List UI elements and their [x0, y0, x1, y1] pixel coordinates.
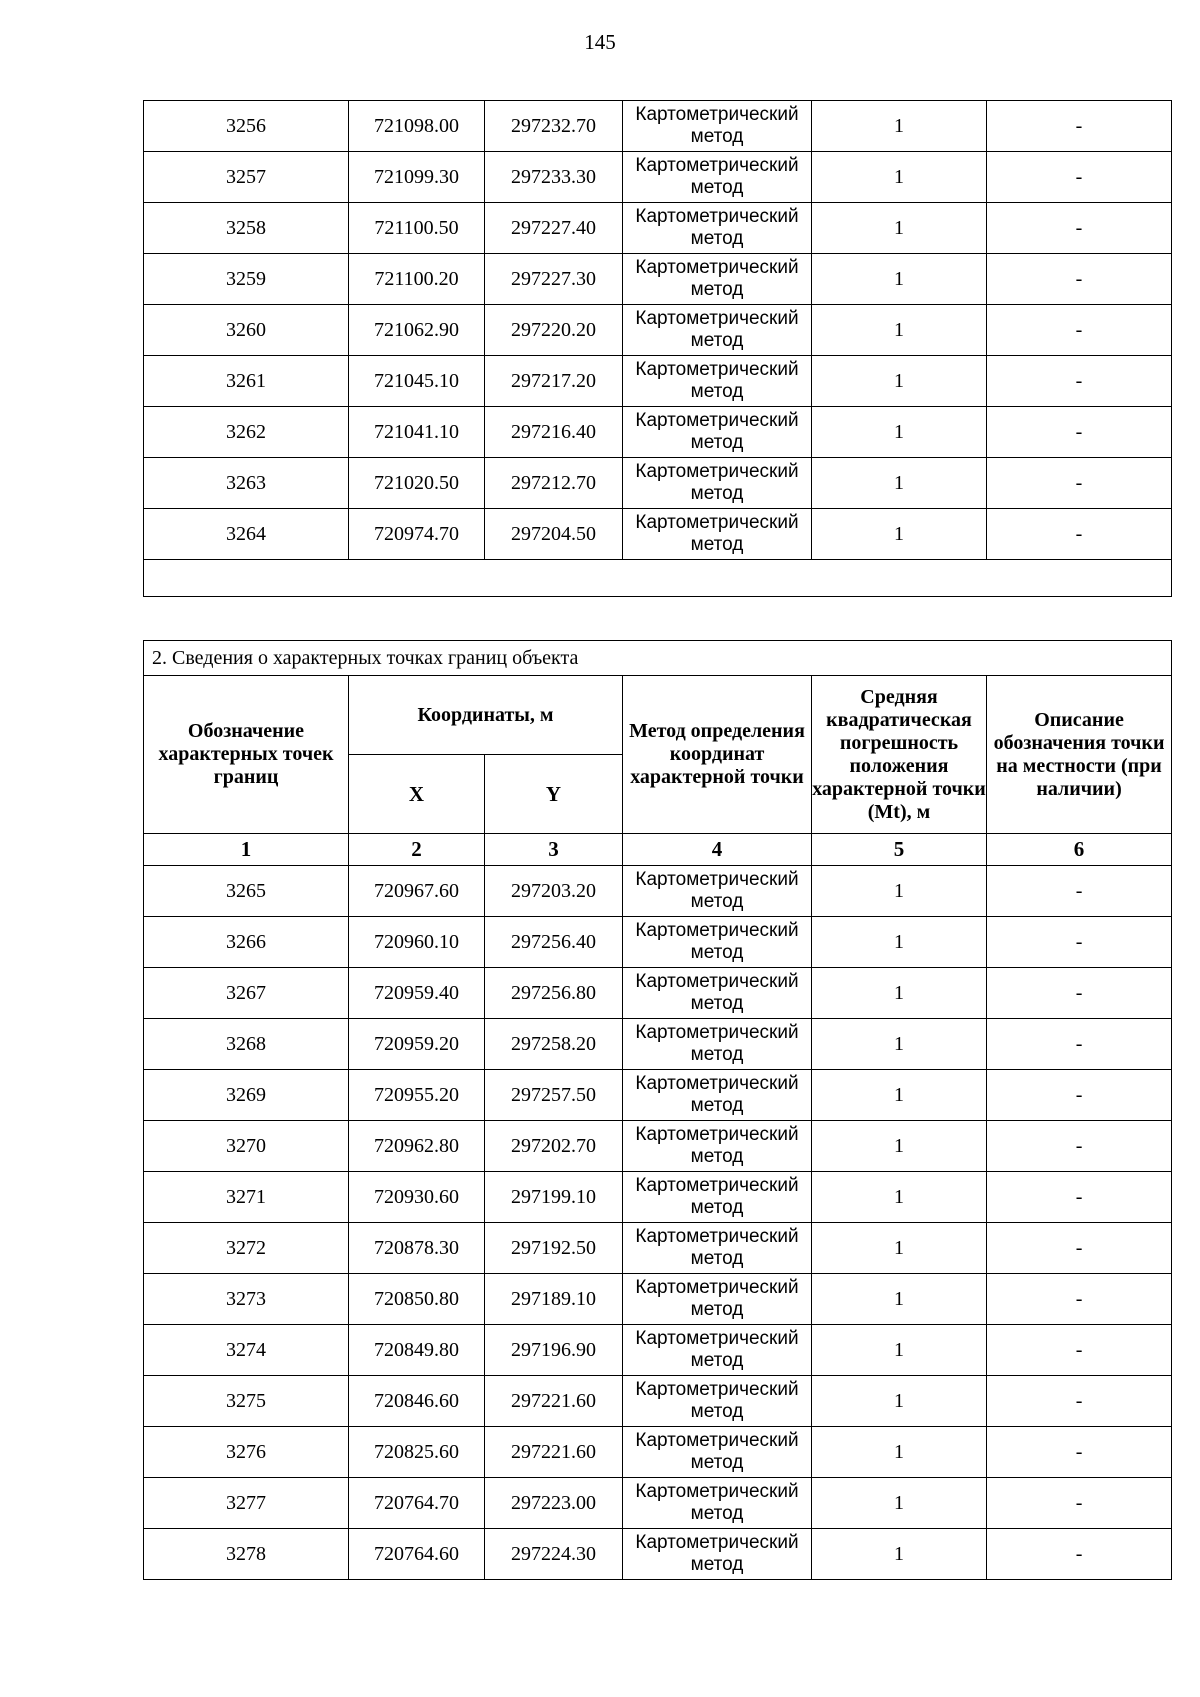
coord-x-cell: 720930.60 [349, 1172, 485, 1223]
coord-y-cell: 297220.20 [485, 305, 623, 356]
method-cell: Картометрический метод [623, 254, 812, 305]
method-cell: Картометрический метод [623, 101, 812, 152]
point-id-cell: 3275 [144, 1376, 349, 1427]
mt-value-cell: 1 [812, 1427, 987, 1478]
header-mt: Средняя квадратическая погрешность положения характерной точки (Mt), м [812, 676, 987, 834]
method-cell: Картометрический метод [623, 1427, 812, 1478]
method-cell: Картометрический метод [623, 917, 812, 968]
header-point: Обозначение характерных точек границ [144, 676, 349, 834]
description-cell: - [987, 1478, 1172, 1529]
mt-value-cell: 1 [812, 305, 987, 356]
coord-x-cell: 720962.80 [349, 1121, 485, 1172]
coord-y-cell: 297256.40 [485, 917, 623, 968]
method-cell: Картометрический метод [623, 509, 812, 560]
coord-y-cell: 297232.70 [485, 101, 623, 152]
table-row [144, 866, 1172, 917]
table-row [144, 1223, 1172, 1274]
method-cell: Картометрический метод [623, 1070, 812, 1121]
point-id-cell: 3274 [144, 1325, 349, 1376]
coord-x-cell: 720825.60 [349, 1427, 485, 1478]
coord-x-cell: 720764.70 [349, 1478, 485, 1529]
table-row [144, 101, 1172, 152]
table-row [144, 356, 1172, 407]
coord-x-cell: 721098.00 [349, 101, 485, 152]
method-cell: Картометрический метод [623, 1121, 812, 1172]
coord-y-cell: 297203.20 [485, 866, 623, 917]
page-number: 145 [584, 30, 616, 54]
coord-x-cell: 720967.60 [349, 866, 485, 917]
coord-y-cell: 297189.10 [485, 1274, 623, 1325]
section-title: 2. Сведения о характерных точках границ объекта [144, 641, 1172, 676]
description-cell: - [987, 305, 1172, 356]
method-cell: Картометрический метод [623, 1172, 812, 1223]
column-number: 4 [623, 834, 812, 866]
coord-x-cell: 721100.20 [349, 254, 485, 305]
coord-y-cell: 297216.40 [485, 407, 623, 458]
description-cell: - [987, 1427, 1172, 1478]
method-cell: Картометрический метод [623, 1325, 812, 1376]
method-cell: Картометрический метод [623, 1223, 812, 1274]
table-row [144, 254, 1172, 305]
description-cell: - [987, 968, 1172, 1019]
mt-value-cell: 1 [812, 1172, 987, 1223]
coord-x-cell: 721020.50 [349, 458, 485, 509]
table-row [144, 917, 1172, 968]
method-cell: Картометрический метод [623, 356, 812, 407]
coord-y-cell: 297196.90 [485, 1325, 623, 1376]
coord-x-cell: 720850.80 [349, 1274, 485, 1325]
table-row [144, 1529, 1172, 1580]
mt-value-cell: 1 [812, 1478, 987, 1529]
method-cell: Картометрический метод [623, 407, 812, 458]
mt-value-cell: 1 [812, 152, 987, 203]
table-row [144, 1019, 1172, 1070]
coord-y-cell: 297199.10 [485, 1172, 623, 1223]
point-id-cell: 3263 [144, 458, 349, 509]
method-cell: Картометрический метод [623, 866, 812, 917]
point-id-cell: 3276 [144, 1427, 349, 1478]
header-method: Метод определения координат характерной точки [623, 676, 812, 834]
point-id-cell: 3266 [144, 917, 349, 968]
table-row [144, 152, 1172, 203]
coord-x-cell: 721041.10 [349, 407, 485, 458]
description-cell: - [987, 458, 1172, 509]
mt-value-cell: 1 [812, 254, 987, 305]
column-number-row [144, 834, 1172, 866]
table-row [144, 203, 1172, 254]
coord-y-cell: 297223.00 [485, 1478, 623, 1529]
table-row [144, 968, 1172, 1019]
point-id-cell: 3264 [144, 509, 349, 560]
point-id-cell: 3256 [144, 101, 349, 152]
method-cell: Картометрический метод [623, 305, 812, 356]
column-number: 1 [144, 834, 349, 866]
point-id-cell: 3277 [144, 1478, 349, 1529]
description-cell: - [987, 1223, 1172, 1274]
table-row [144, 1427, 1172, 1478]
mt-value-cell: 1 [812, 1529, 987, 1580]
header-x: X [349, 755, 485, 834]
description-cell: - [987, 1070, 1172, 1121]
coord-x-cell: 721062.90 [349, 305, 485, 356]
point-id-cell: 3271 [144, 1172, 349, 1223]
coord-y-cell: 297204.50 [485, 509, 623, 560]
mt-value-cell: 1 [812, 866, 987, 917]
mt-value-cell: 1 [812, 1121, 987, 1172]
method-cell: Картометрический метод [623, 152, 812, 203]
method-cell: Картометрический метод [623, 458, 812, 509]
table-row [144, 1274, 1172, 1325]
point-id-cell: 3265 [144, 866, 349, 917]
table-row [144, 305, 1172, 356]
description-cell: - [987, 1529, 1172, 1580]
mt-value-cell: 1 [812, 509, 987, 560]
description-cell: - [987, 1325, 1172, 1376]
coord-x-cell: 720955.20 [349, 1070, 485, 1121]
header-y: Y [485, 755, 623, 834]
mt-value-cell: 1 [812, 356, 987, 407]
point-id-cell: 3258 [144, 203, 349, 254]
header-row [144, 676, 1172, 755]
description-cell: - [987, 1274, 1172, 1325]
coord-y-cell: 297192.50 [485, 1223, 623, 1274]
table-row [144, 1376, 1172, 1427]
coord-y-cell: 297202.70 [485, 1121, 623, 1172]
table-row [144, 509, 1172, 560]
point-id-cell: 3270 [144, 1121, 349, 1172]
table2-body [144, 866, 1172, 1580]
method-cell: Картометрический метод [623, 1376, 812, 1427]
coord-x-cell: 720974.70 [349, 509, 485, 560]
header-desc: Описание обозначения точки на местности (при наличии) [987, 676, 1172, 834]
section-title-row [144, 641, 1172, 676]
coord-y-cell: 297212.70 [485, 458, 623, 509]
method-cell: Картометрический метод [623, 1529, 812, 1580]
mt-value-cell: 1 [812, 458, 987, 509]
description-cell: - [987, 152, 1172, 203]
point-id-cell: 3261 [144, 356, 349, 407]
point-id-cell: 3273 [144, 1274, 349, 1325]
column-number: 6 [987, 834, 1172, 866]
description-cell: - [987, 1019, 1172, 1070]
mt-value-cell: 1 [812, 1223, 987, 1274]
point-id-cell: 3260 [144, 305, 349, 356]
description-cell: - [987, 509, 1172, 560]
coord-y-cell: 297257.50 [485, 1070, 623, 1121]
point-id-cell: 3259 [144, 254, 349, 305]
method-cell: Картометрический метод [623, 968, 812, 1019]
point-id-cell: 3257 [144, 152, 349, 203]
description-cell: - [987, 1121, 1172, 1172]
header-coords: Координаты, м [349, 676, 623, 755]
coord-y-cell: 297221.60 [485, 1376, 623, 1427]
mt-value-cell: 1 [812, 407, 987, 458]
coord-x-cell: 720959.40 [349, 968, 485, 1019]
coord-x-cell: 720846.60 [349, 1376, 485, 1427]
point-id-cell: 3268 [144, 1019, 349, 1070]
table-row [144, 1070, 1172, 1121]
table-row [144, 458, 1172, 509]
point-id-cell: 3272 [144, 1223, 349, 1274]
method-cell: Картометрический метод [623, 1478, 812, 1529]
column-number: 3 [485, 834, 623, 866]
method-cell: Картометрический метод [623, 203, 812, 254]
mt-value-cell: 1 [812, 203, 987, 254]
coord-x-cell: 720764.60 [349, 1529, 485, 1580]
description-cell: - [987, 1376, 1172, 1427]
table1-body [144, 101, 1172, 560]
description-cell: - [987, 1172, 1172, 1223]
coord-x-cell: 720849.80 [349, 1325, 485, 1376]
point-id-cell: 3269 [144, 1070, 349, 1121]
mt-value-cell: 1 [812, 1325, 987, 1376]
coord-x-cell: 721099.30 [349, 152, 485, 203]
description-cell: - [987, 917, 1172, 968]
coordinates-table-continued [143, 100, 1172, 597]
mt-value-cell: 1 [812, 101, 987, 152]
coord-x-cell: 720878.30 [349, 1223, 485, 1274]
point-id-cell: 3278 [144, 1529, 349, 1580]
mt-value-cell: 1 [812, 1070, 987, 1121]
coord-y-cell: 297227.40 [485, 203, 623, 254]
method-cell: Картометрический метод [623, 1019, 812, 1070]
table-row [144, 407, 1172, 458]
coord-y-cell: 297256.80 [485, 968, 623, 1019]
point-id-cell: 3262 [144, 407, 349, 458]
mt-value-cell: 1 [812, 1376, 987, 1427]
coord-x-cell: 721045.10 [349, 356, 485, 407]
coord-y-cell: 297233.30 [485, 152, 623, 203]
coord-y-cell: 297217.20 [485, 356, 623, 407]
coord-x-cell: 720960.10 [349, 917, 485, 968]
coord-y-cell: 297227.30 [485, 254, 623, 305]
description-cell: - [987, 356, 1172, 407]
coord-x-cell: 721100.50 [349, 203, 485, 254]
method-cell: Картометрический метод [623, 1274, 812, 1325]
mt-value-cell: 1 [812, 1019, 987, 1070]
table-row [144, 1478, 1172, 1529]
table-row [144, 1172, 1172, 1223]
mt-value-cell: 1 [812, 917, 987, 968]
coord-y-cell: 297258.20 [485, 1019, 623, 1070]
coord-y-cell: 297224.30 [485, 1529, 623, 1580]
description-cell: - [987, 254, 1172, 305]
description-cell: - [987, 101, 1172, 152]
coord-y-cell: 297221.60 [485, 1427, 623, 1478]
description-cell: - [987, 203, 1172, 254]
empty-row [144, 560, 1172, 597]
column-number: 2 [349, 834, 485, 866]
table-row [144, 1325, 1172, 1376]
table-row [144, 1121, 1172, 1172]
description-cell: - [987, 866, 1172, 917]
coord-x-cell: 720959.20 [349, 1019, 485, 1070]
mt-value-cell: 1 [812, 968, 987, 1019]
point-id-cell: 3267 [144, 968, 349, 1019]
column-number: 5 [812, 834, 987, 866]
mt-value-cell: 1 [812, 1274, 987, 1325]
description-cell: - [987, 407, 1172, 458]
boundary-points-table [143, 640, 1172, 1580]
